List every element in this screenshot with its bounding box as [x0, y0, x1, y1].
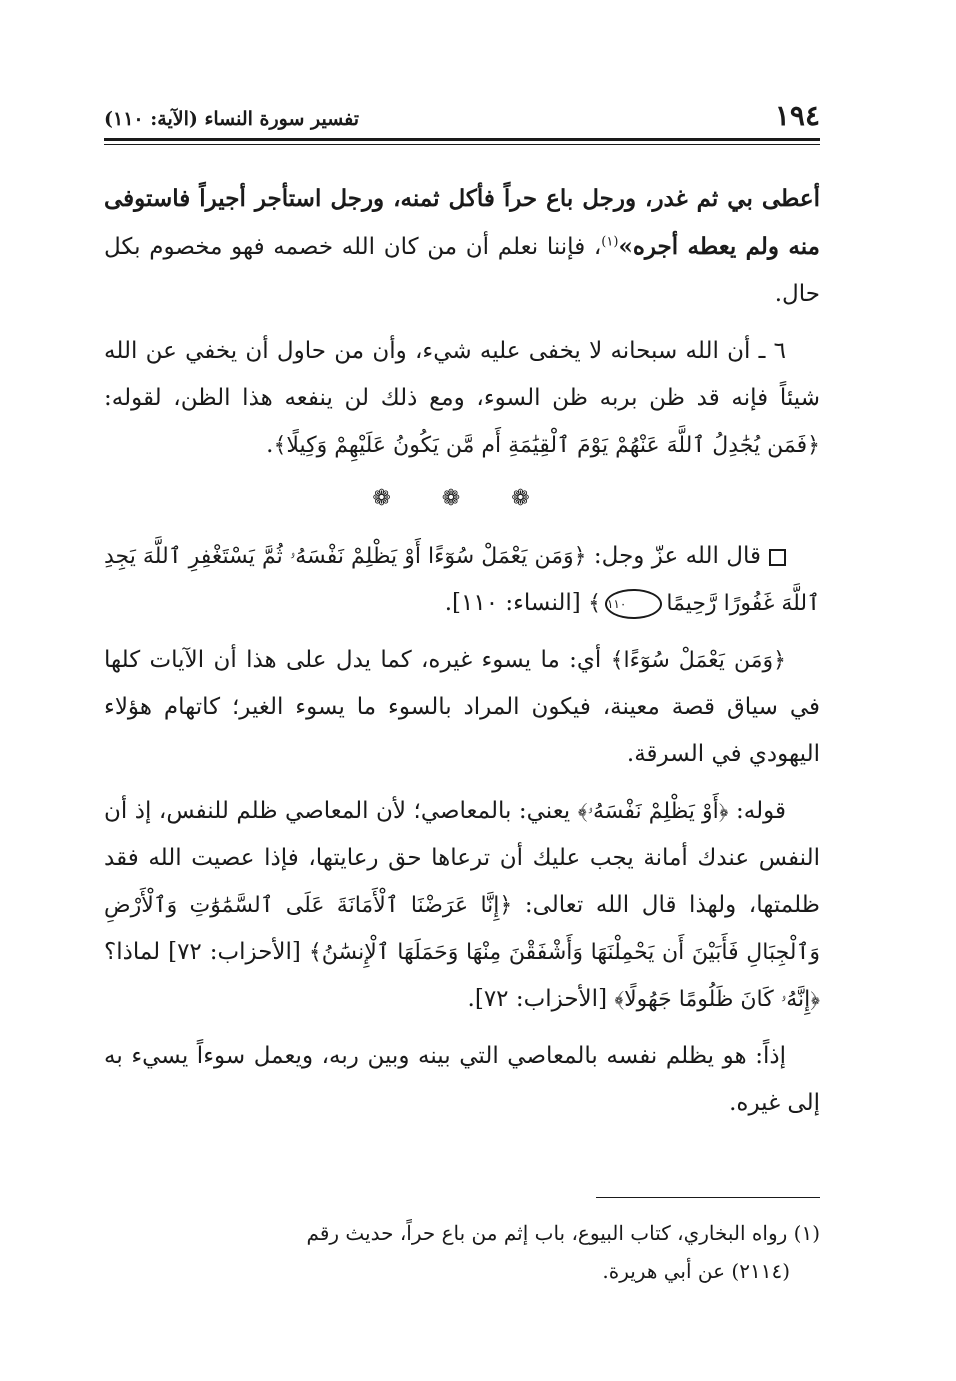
footnote-line: (٢١١٤) عن أبي هريرة.: [602, 1259, 790, 1283]
quran-verse: ﴿أَوْ يَظْلِمْ نَفْسَهُۥ﴾: [577, 799, 729, 824]
quran-verse: ﴿فَمَن يُجَٰدِلُ ٱللَّهَ عَنْهُمْ يَوْمَ ٱلْقِيَٰمَةِ أَم مَّن يَكُونُ عَلَيْهِمْ وَكِيلًا﴾: [273, 433, 820, 458]
paragraph-text: إذاً: هو يظلم نفسه بالمعاصي التي بينه وبين ربه، ويعمل سوءاً يسيء به إلى غيره.: [104, 1043, 820, 1116]
paragraph-text: ، فإننا نعلم أن من كان الله خصمه فهو مخصوم بكل حال.: [104, 234, 820, 307]
verse-reference: [النساء: ١١٠].: [444, 590, 589, 616]
square-bullet-icon: [769, 549, 786, 566]
footnote-rule: [596, 1197, 820, 1198]
quran-close-bracket: ﴾: [588, 591, 601, 616]
page: [104, 96, 820, 1137]
verse-reference: [الأحزاب: ٧٢].: [467, 986, 615, 1012]
paragraph-text: يعني: بالمعاصي؛ لأن المعاصي ظلم للنفس، إذ أن النفس عندك أمانة يجب عليك أن ترعاها حق رعايتها، فإذا عصيت الله فقد ظلمتها، ولهذا قال الله تعالى:: [104, 798, 820, 918]
quran-verse: ﴿وَمَن يَعْمَلْ سُوٓءًا﴾: [610, 648, 786, 673]
verse-reference: [الأحزاب: ٧٢] لماذا؟: [104, 939, 309, 965]
paragraph-text: .: [266, 432, 274, 458]
main-text: [104, 175, 820, 1127]
paragraph-explanation-2: [104, 788, 820, 1023]
paragraph-hadith-end: [104, 175, 820, 318]
quran-verse: ﴿إِنَّهُۥ كَانَ ظَلُومًا جَهُولًا﴾: [614, 987, 820, 1012]
ayah-number-icon: ١١٠: [605, 589, 662, 619]
quran-verse: ﴿إِنَّا عَرَضْنَا ٱلْأَمَانَةَ عَلَى ٱلسَّمَٰوَٰتِ وَٱلْأَرْضِ وَٱلْجِبَالِ فَأَبَيْنَ أَن يَحْمِلْنَهَا وَأَشْفَقْنَ مِنْهَا وَحَمَلَهَا ٱلْإِنسَٰنُ﴾: [104, 893, 820, 965]
paragraph-text: ٦ ـ أن الله سبحانه لا يخفى عليه شيء، وأن من حاول أن يخفي عن الله شيئاً فإنه قد ظن بربه ظن السوء، ومع ذلك لن ينفعه هذا الظن، لقوله:: [104, 338, 820, 411]
footnote-marker: (١): [601, 234, 619, 250]
paragraph-text: قال الله عزّ وجل:: [586, 543, 761, 569]
hadith-text: أعطى بي ثم غدر، ورجل باع حراً فأكل ثمنه، ورجل استأجر أجيراً فاستوفى منه ولم يعطه أجره»: [104, 185, 820, 260]
paragraph-text: أي: ما يسوء غيره، كما يدل على هذا أن الآيات كلها في سياق قصة معينة، فيكون المراد بالسوء ما يسوء الغير؛ كاتهام هؤلاء اليهودي في السرقة.: [104, 647, 820, 767]
paragraph-point-6: [104, 328, 820, 469]
header-rule-thin: [104, 144, 820, 145]
running-title: تفسير سورة النساء (الآية: ١١٠): [104, 108, 360, 130]
paragraph-text: قوله:: [728, 798, 787, 824]
paragraph-explanation-1: [104, 637, 820, 778]
footnote: [104, 1214, 820, 1290]
paragraph-verse-110: [104, 533, 820, 627]
footnote-line: (١) رواه البخاري، كتاب البيوع، باب إثم من باع حراً، حديث رقم: [306, 1221, 820, 1245]
section-separator: ❁ ❁ ❁: [372, 486, 552, 511]
paragraph-conclusion: [104, 1033, 820, 1127]
page-header: [104, 96, 820, 136]
quran-verse: ﴿وَمَن يَعْمَلْ سُوٓءًا أَوْ يَظْلِمْ نَفْسَهُۥ ثُمَّ يَسْتَغْفِرِ ٱللَّهَ يَجِدِ ٱللَّهَ غَفُورًا رَّحِيمًا: [104, 544, 820, 616]
page-number: ١٩٤: [774, 99, 820, 132]
